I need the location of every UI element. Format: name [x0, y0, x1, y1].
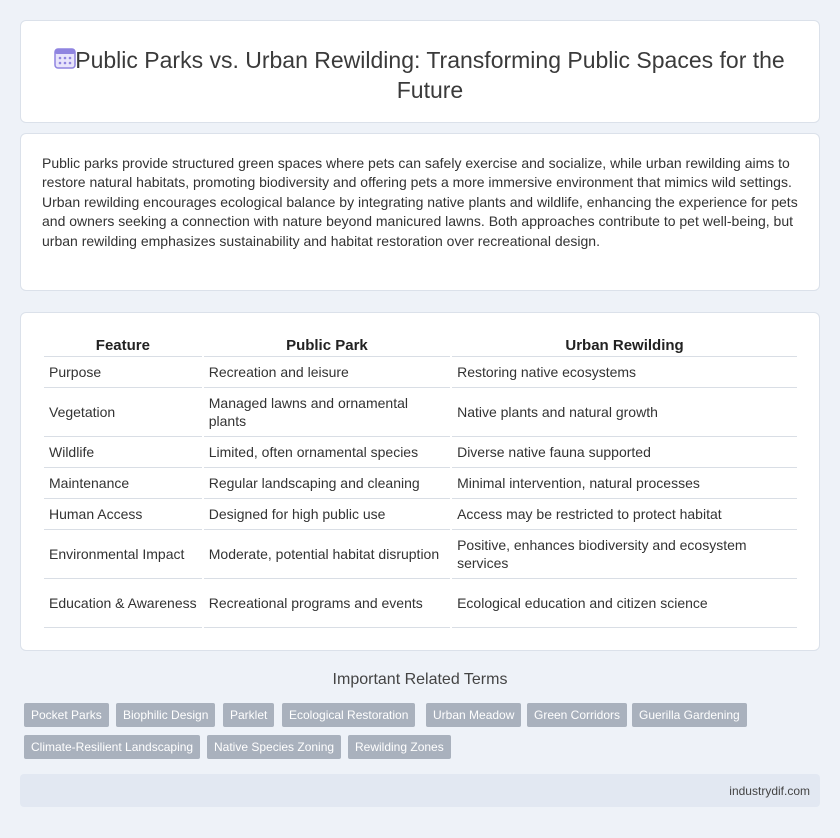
tag-rewilding-zones[interactable]: Rewilding Zones [348, 735, 451, 759]
page-title: Public Parks vs. Urban Rewilding: Transforming Public Spaces for the Future [75, 47, 785, 103]
public-park-cell: Managed lawns and ornamental plants [204, 388, 450, 437]
tag-climate-resilient-landscaping[interactable]: Climate-Resilient Landscaping [24, 735, 200, 759]
public-park-cell: Recreational programs and events [204, 579, 450, 628]
feature-cell: Maintenance [44, 468, 202, 499]
public-park-cell: Moderate, potential habitat disruption [204, 530, 450, 579]
public-park-cell: Recreation and leisure [204, 357, 450, 388]
intro-card [20, 133, 820, 291]
tag-native-species-zoning[interactable]: Native Species Zoning [207, 735, 341, 759]
table-row [44, 499, 797, 530]
urban-rewilding-cell: Restoring native ecosystems [452, 357, 797, 388]
urban-rewilding-cell: Positive, enhances biodiversity and ecosystem services [452, 530, 797, 579]
comparison-card [20, 312, 820, 651]
intro-paragraph: Public parks provide structured green spaces where pets can safely exercise and socialize, while urban rewilding aims to restore natural habitats, promoting biodiversity and offering pets a more immersive environment that mimics wild settings. Urban rewilding encourages ecological balance by integrating native plants and wildlife, enhancing the experience for pets and owners seeking a connection with nature beyond manicured lawns. Both approaches contribute to pet well-being, but urban rewilding emphasizes sustainability and habitat restoration over recreational design. [42, 155, 798, 249]
feature-cell: Wildlife [44, 437, 202, 468]
tag-green-corridors[interactable]: Green Corridors [527, 703, 627, 727]
table-row [44, 388, 797, 437]
tag-ecological-restoration[interactable]: Ecological Restoration [282, 703, 415, 727]
urban-rewilding-cell: Minimal intervention, natural processes [452, 468, 797, 499]
tag-urban-meadow[interactable]: Urban Meadow [426, 703, 521, 727]
table-row [44, 357, 797, 388]
footer-site-link[interactable]: industrydif.com [729, 784, 810, 798]
urban-rewilding-cell: Diverse native fauna supported [452, 437, 797, 468]
footer [20, 774, 820, 807]
feature-cell: Education & Awareness [44, 579, 202, 628]
public-park-cell: Regular landscaping and cleaning [204, 468, 450, 499]
public-park-cell: Limited, often ornamental species [204, 437, 450, 468]
table-row [44, 468, 797, 499]
header-urban-rewilding: Urban Rewilding [452, 335, 797, 357]
feature-cell: Vegetation [44, 388, 202, 437]
feature-cell: Purpose [44, 357, 202, 388]
urban-rewilding-cell: Access may be restricted to protect habitat [452, 499, 797, 530]
tag-pocket-parks[interactable]: Pocket Parks [24, 703, 109, 727]
related-terms-heading: Important Related Terms [332, 671, 508, 688]
table-row [44, 579, 797, 628]
tag-guerilla-gardening[interactable]: Guerilla Gardening [632, 703, 747, 727]
title-card [20, 20, 820, 123]
table-row [44, 437, 797, 468]
public-park-cell: Designed for high public use [204, 499, 450, 530]
table-header-row [44, 335, 797, 357]
header-public-park: Public Park [204, 335, 450, 357]
tag-biophilic-design[interactable]: Biophilic Design [116, 703, 215, 727]
table-row [44, 530, 797, 579]
feature-cell: Environmental Impact [44, 530, 202, 579]
urban-rewilding-cell: Native plants and natural growth [452, 388, 797, 437]
tag-parklet[interactable]: Parklet [223, 703, 274, 727]
feature-cell: Human Access [44, 499, 202, 530]
header-feature: Feature [44, 335, 202, 357]
comparison-table [42, 335, 799, 628]
urban-rewilding-cell: Ecological education and citizen science [452, 579, 797, 628]
